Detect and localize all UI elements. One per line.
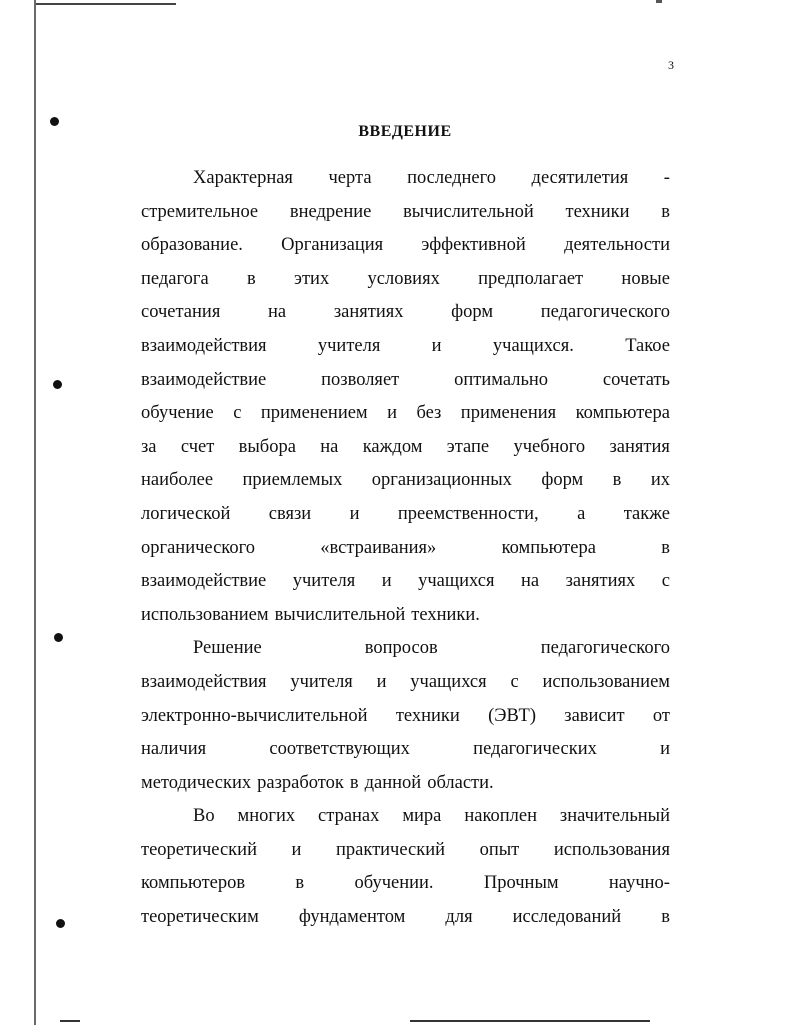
word: форм [451, 302, 494, 323]
text-line [141, 867, 670, 901]
word: использования [553, 839, 670, 860]
word: мира [402, 806, 442, 827]
word: применением [260, 403, 368, 424]
word: черта [328, 168, 372, 188]
word: эффективной [421, 235, 526, 256]
word: этапе [446, 436, 490, 457]
word: практический [335, 839, 446, 860]
binding-hole-mark [54, 633, 63, 642]
word: компьютера [575, 403, 670, 424]
binding-hole-mark [50, 117, 59, 126]
word: в [661, 201, 670, 222]
word: и [376, 671, 387, 692]
word: счет [180, 436, 215, 457]
word: и [349, 503, 360, 524]
word: взаимодействия [141, 671, 267, 692]
text-line [141, 532, 670, 566]
word: приемлемых [242, 470, 343, 491]
word: на [320, 436, 339, 457]
word: этих [294, 268, 330, 289]
word: техники. [411, 604, 480, 625]
word: их [650, 470, 670, 491]
text-line [141, 733, 670, 767]
word: опыт [479, 839, 520, 860]
word: научно- [608, 873, 670, 894]
word: педагога [141, 268, 209, 289]
word: учащихся. [492, 335, 574, 356]
word: области. [427, 772, 494, 793]
text-line [141, 767, 670, 801]
word: в [661, 907, 670, 928]
word: (ЭВТ) [488, 705, 537, 726]
word: последнего [407, 168, 496, 188]
word: за [141, 436, 157, 457]
word: сочетать [602, 369, 670, 390]
word: учебного [513, 436, 586, 457]
word: внедрение [289, 201, 372, 222]
word: преемственности, [397, 503, 539, 524]
word: занятия [609, 436, 670, 457]
text-line [141, 229, 670, 263]
word: с [233, 403, 242, 424]
word: и [381, 571, 392, 592]
word: на [268, 302, 287, 323]
word: занятиях [333, 302, 404, 323]
word: учителя [317, 335, 381, 356]
text-line [141, 666, 670, 700]
word: стремительное [141, 201, 259, 222]
scan-artifact-bottom-line [60, 1020, 80, 1022]
word: также [623, 503, 670, 524]
word: с [510, 671, 519, 692]
text-line [141, 162, 670, 196]
word: наиболее [141, 470, 214, 491]
scan-artifact-bottom-line [410, 1020, 650, 1022]
word: Такое [625, 335, 670, 356]
text-line [141, 263, 670, 297]
text-line [141, 565, 670, 599]
word: - [663, 168, 670, 188]
word: организационных [371, 470, 512, 491]
word: педагогических [473, 739, 597, 760]
word: и [431, 335, 442, 356]
word: без [416, 403, 442, 424]
page-left-edge [34, 0, 36, 1025]
word: методических [141, 772, 252, 793]
word: в [349, 772, 359, 793]
text-line [141, 800, 670, 834]
body-text [141, 162, 670, 935]
word: техники [395, 705, 460, 726]
scan-artifact-top-mark [656, 0, 662, 3]
word: «встраивания» [320, 537, 437, 558]
word: оптимально [454, 369, 549, 390]
word: электронно-вычислительной [141, 705, 368, 726]
word: и [660, 739, 670, 760]
text-line [141, 599, 670, 633]
word: вычислительной [403, 201, 534, 222]
word: с [661, 571, 670, 592]
word: теоретический [141, 839, 257, 860]
scan-artifact-top-line [36, 3, 176, 5]
word: фундаментом [298, 907, 406, 928]
text-line [141, 464, 670, 498]
word: соответствующих [269, 739, 410, 760]
word: данной [364, 772, 422, 793]
word: Решение [193, 638, 262, 659]
word: накоплен [464, 806, 537, 827]
word: многих [237, 806, 296, 827]
page-number: 3 [668, 58, 674, 72]
word: значительный [559, 806, 670, 827]
text-line [141, 364, 670, 398]
word: взаимодействие [141, 369, 267, 390]
word: логической [141, 503, 231, 524]
word: позволяет [321, 369, 400, 390]
word: наличия [141, 739, 207, 760]
word: компьютеров [141, 873, 246, 894]
word: и [387, 403, 397, 424]
word: использованием [141, 604, 269, 625]
word: для [445, 907, 473, 928]
word: Во [193, 806, 215, 827]
word: десятилетия [531, 168, 629, 188]
word: учителя [290, 671, 353, 692]
word: в [612, 470, 622, 491]
text-line [141, 196, 670, 230]
text-line [141, 632, 670, 666]
word: обучении. [354, 873, 434, 894]
word: исследований [512, 907, 622, 928]
word: условиях [367, 268, 440, 289]
word: разработок [257, 772, 344, 793]
word: взаимодействие [141, 571, 267, 592]
word: вычислительной [274, 604, 406, 625]
word: Прочным [483, 873, 559, 894]
word: компьютера [501, 537, 596, 558]
word: каждом [362, 436, 423, 457]
word: применения [460, 403, 557, 424]
word: новые [621, 268, 670, 289]
word: зависит [564, 705, 625, 726]
text-line [141, 397, 670, 431]
word: сочетания [141, 302, 221, 323]
binding-hole-mark [53, 380, 62, 389]
word: образование. [141, 235, 243, 256]
word: техники [565, 201, 630, 222]
page-title: ВВЕДЕНИЕ [358, 123, 452, 140]
word: органического [141, 537, 255, 558]
word: связи [268, 503, 312, 524]
word: учителя [292, 571, 356, 592]
word: учащихся [410, 671, 487, 692]
word: теоретическим [141, 907, 259, 928]
word: в [295, 873, 305, 894]
text-line [141, 431, 670, 465]
word: Организация [281, 235, 384, 256]
text-line [141, 296, 670, 330]
word: учащихся [418, 571, 495, 592]
word: на [520, 571, 540, 592]
word: выбора [238, 436, 296, 457]
word: форм [541, 470, 584, 491]
word: предполагает [478, 268, 584, 289]
word: от [652, 705, 670, 726]
text-line [141, 700, 670, 734]
word: странах [318, 806, 380, 827]
word: обучение [141, 403, 214, 424]
word: а [577, 503, 586, 524]
word: педагогического [540, 638, 670, 659]
text-line [141, 834, 670, 868]
word: вопросов [364, 638, 438, 659]
word: взаимодействия [141, 335, 267, 356]
word: в [661, 537, 670, 558]
text-line [141, 901, 670, 935]
binding-hole-mark [56, 919, 65, 928]
text-line [141, 498, 670, 532]
word: педагогического [540, 302, 670, 323]
word: деятельности [564, 235, 670, 256]
word: Характерная [193, 168, 293, 188]
word: занятиях [565, 571, 636, 592]
text-line [141, 330, 670, 364]
word: использованием [542, 671, 670, 692]
word: в [246, 268, 256, 289]
word: и [291, 839, 302, 860]
